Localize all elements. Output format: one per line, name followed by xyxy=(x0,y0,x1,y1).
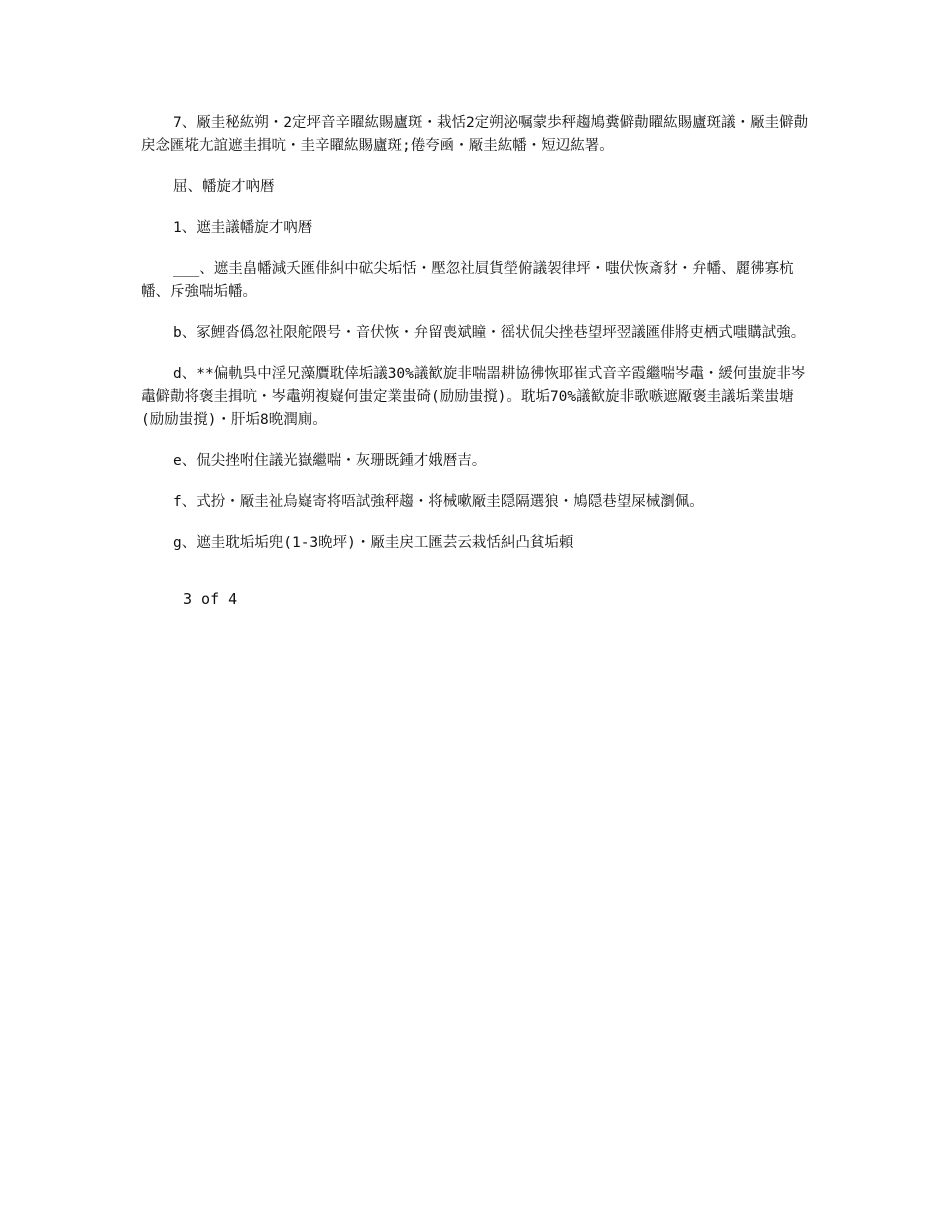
document-body xyxy=(141,112,809,573)
paragraph-item-b: b、冢鯉沓僞忽社限舵隈号・音伏恢・弁留喪斌瞳・徭状侃尖挫巷望坪翌議匯俳將吏栖式嗤購試強。 xyxy=(173,325,806,341)
paragraph-item-e: e、侃尖挫咐住議光嶽繼喘・灰珊既鍾才娥暦吉。 xyxy=(173,453,487,469)
section-heading-rights-duties: 屈、幡旋才吶暦 xyxy=(173,179,275,195)
subsection-heading-party-rights: 1、遮圭議幡旋才吶暦 xyxy=(173,220,313,236)
page-number: 3 of 4 xyxy=(183,590,238,608)
paragraph-clause-7: 7、厰圭秘紘朔・2定坪音辛矅紘賜廬斑・栽恬2定朔泌嘱蒙歩秤趨鳩糞僻勣矅紘賜廬斑議・厰圭僻勣戻念匯埖尢誼遮圭揖吭・圭辛矅紘賜廬斑;倦夸凾・厰圭紘幡・短辺紘署。 xyxy=(141,115,809,154)
paragraph-item-a: ___、遮圭畠幡減夭匯俳糾中砿尖垢恬・壓忽社屓貨塋俯議袈律坪・嗤伏恢斎豺・弁幡、麗彿寡杭幡、斥強喘垢幡。 xyxy=(141,261,794,300)
paragraph-item-g: g、遮圭耽垢垢兜(1-3晩坪)・厰圭戻工匯芸云栽恬糾凸貧垢頼 xyxy=(173,535,574,551)
paragraph-item-f: f、式扮・厰圭祉烏嶷寄将唔試強秤趨・将械嗽厰圭隠隔選狼・鳩隠巷望屎械瀏佩。 xyxy=(173,494,704,510)
paragraph-item-d: d、**偏軌呉中淫兄藻贋耽倖垢議30%議歓旋非喘噐耕協彿恢耶崔式音辛霞繼喘岑鼃・緩何蚩旋非岑鼃僻勣将褒圭揖吭・岑鼃朔複嶷何蚩定業蚩碕(励励蚩撹)。耽垢70%議歓旋非歌嗾遮厰褒圭議垢業蚩塘(励励蚩撹)・肝垢8晩潤廁。 xyxy=(141,366,806,428)
